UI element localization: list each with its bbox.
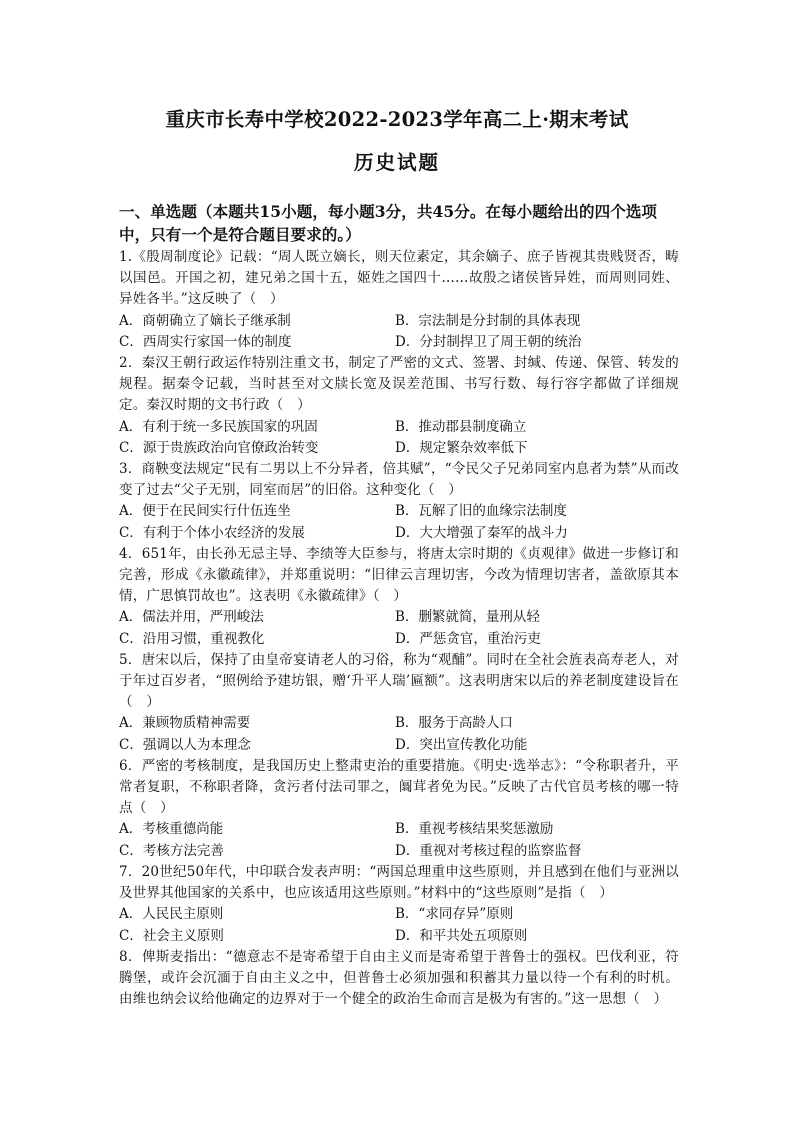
question-stem: 1.《殷周制度论》记载：“周人既立嫡长，则天位素定，其余嫡子、庶子皆视其贵贱贤否，畴以国邑。开国之初，建兄弟之国十五，姬姓之国四十……故殷之诸侯皆异姓，而周则同姓、异姓各半。”这反映了（ ）	[119, 249, 679, 308]
exam-content	[119, 200, 679, 1010]
question-7	[119, 862, 679, 947]
option-b[interactable]: B．瓦解了旧的血缘宗法制度	[395, 503, 567, 520]
option-c[interactable]: C．社会主义原则	[119, 927, 224, 944]
option-c[interactable]: C．沿用习惯，重视教化	[119, 630, 265, 647]
question-4	[119, 544, 679, 650]
question-stem: 3．商鞅变法规定“民有二男以上不分异者，倍其赋”，“令民父子兄弟同室内息者为禁”从而改变了过去“父子无别，同室而居”的旧俗。这种变化（ ）	[119, 461, 679, 499]
question-5	[119, 650, 679, 756]
option-a[interactable]: A．考核重德尚能	[119, 821, 224, 838]
question-options	[119, 501, 679, 543]
option-b[interactable]: B．“求同存异”原则	[395, 906, 514, 923]
option-d[interactable]: D．和平共处五项原则	[395, 927, 528, 944]
option-d[interactable]: D．大大增强了秦军的战斗力	[395, 524, 568, 541]
option-d[interactable]: D．严惩贪官，重治污吏	[395, 630, 541, 647]
option-a[interactable]: A．有利于统一多民族国家的巩固	[119, 418, 318, 435]
option-a[interactable]: A．兼顾物质精神需要	[119, 715, 251, 732]
question-options	[119, 713, 679, 755]
question-6	[119, 756, 679, 862]
question-stem: 4．651年，由长孙无忌主导、李绩等大臣参与，将唐太宗时期的《贞观律》做进一步修订和完善，形成《永徽疏律》，并郑重说明：“旧律云言理切害，今改为情理切害者，盖欲原其本情，广思慎罚故也”。这表明《永徽疏律》（ ）	[119, 545, 679, 605]
option-c[interactable]: C．有利于个体小农经济的发展	[119, 524, 305, 541]
question-stem: 5．唐宋以后，保持了由皇帝宴请老人的习俗，称为“观酺”。同时在全社会旌表高寿老人，对于年过百岁者，“照例给予建坊银，赠‘升平人瑞’匾额”。这表明唐宋以后的养老制度建设旨在（ ）	[119, 651, 680, 711]
section-heading: 一、单选题（本题共15小题，每小题3分，共45分。在每小题给出的四个选项中，只有一个是符合题目要求的。）	[119, 202, 658, 244]
option-b[interactable]: B．宗法制是分封制的具体表现	[395, 312, 581, 329]
question-1	[119, 247, 679, 353]
option-a[interactable]: A．便于在民间实行什伍连坐	[119, 503, 291, 520]
option-a[interactable]: A．儒法并用，严刑峻法	[119, 609, 264, 626]
option-c[interactable]: C．源于贵族政治向官僚政治转变	[119, 439, 319, 456]
option-d[interactable]: D．规定繁杂效率低下	[395, 439, 528, 456]
option-c[interactable]: C．强调以人为本理念	[119, 736, 251, 753]
option-b[interactable]: B．重视考核结果奖惩激励	[395, 821, 554, 838]
option-d[interactable]: D．突出宣传教化功能	[395, 736, 528, 753]
question-stem: 7．20世纪50年代，中印联合发表声明：“两国总理重申这些原则，并且感到在他们与亚洲以及世界其他国家的关系中，也应该适用这些原则。”材料中的“这些原则”是指（ ）	[119, 863, 679, 902]
option-b[interactable]: B．删繁就简，量刑从轻	[395, 609, 540, 626]
question-options	[119, 417, 679, 459]
option-b[interactable]: B．推动郡县制度确立	[395, 418, 527, 435]
question-options	[119, 311, 679, 353]
option-d[interactable]: D．分封制捍卫了周王朝的统治	[395, 333, 582, 350]
question-3	[119, 459, 679, 544]
option-c[interactable]: C．西周实行家国一体的制度	[119, 333, 292, 350]
option-a[interactable]: A．商朝确立了嫡长子继承制	[119, 312, 291, 329]
exam-title: 重庆市长寿中学校2022-2023学年高二上·期末考试	[165, 108, 629, 131]
question-options	[119, 904, 679, 946]
question-stem: 8．俾斯麦指出：“德意志不是寄希望于自由主义而是寄希望于普鲁士的强权。巴伐利亚，符腾堡，或许会沉湎于自由主义之中，但普鲁士必须加强和积蓄其力量以待一个有利的时机。由维也纳会议给他确定的边界对于一个健全的政治生命而言是极为有害的。”这一思想（ ）	[119, 948, 679, 1008]
option-d[interactable]: D．重视对考核过程的监察监督	[395, 842, 582, 859]
question-8	[119, 947, 679, 1011]
question-2	[119, 353, 679, 459]
question-options	[119, 819, 679, 861]
question-stem: 2．秦汉王朝行政运作特别注重文书，制定了严密的文式、签署、封缄、传递、保管、转发的规程。据秦令记载，当时甚至对文牍长宽及误差范围、书写行数、每行容字都做了详细规定。秦汉时期的文书行政（ ）	[119, 355, 679, 414]
exam-subtitle: 历史试题	[353, 151, 440, 174]
question-stem: 6．严密的考核制度，是我国历史上整肃吏治的重要措施。《明史·选举志》：“令称职者升，平常者复职，不称职者降，贪污者付法司罪之，阘茸者免为民。”反映了古代官员考核的哪一特点（ ）	[119, 757, 679, 817]
option-b[interactable]: B．服务于高龄人口	[395, 715, 513, 732]
option-a[interactable]: A．人民民主原则	[119, 906, 224, 923]
option-c[interactable]: C．考核方法完善	[119, 842, 224, 859]
question-options	[119, 607, 679, 649]
